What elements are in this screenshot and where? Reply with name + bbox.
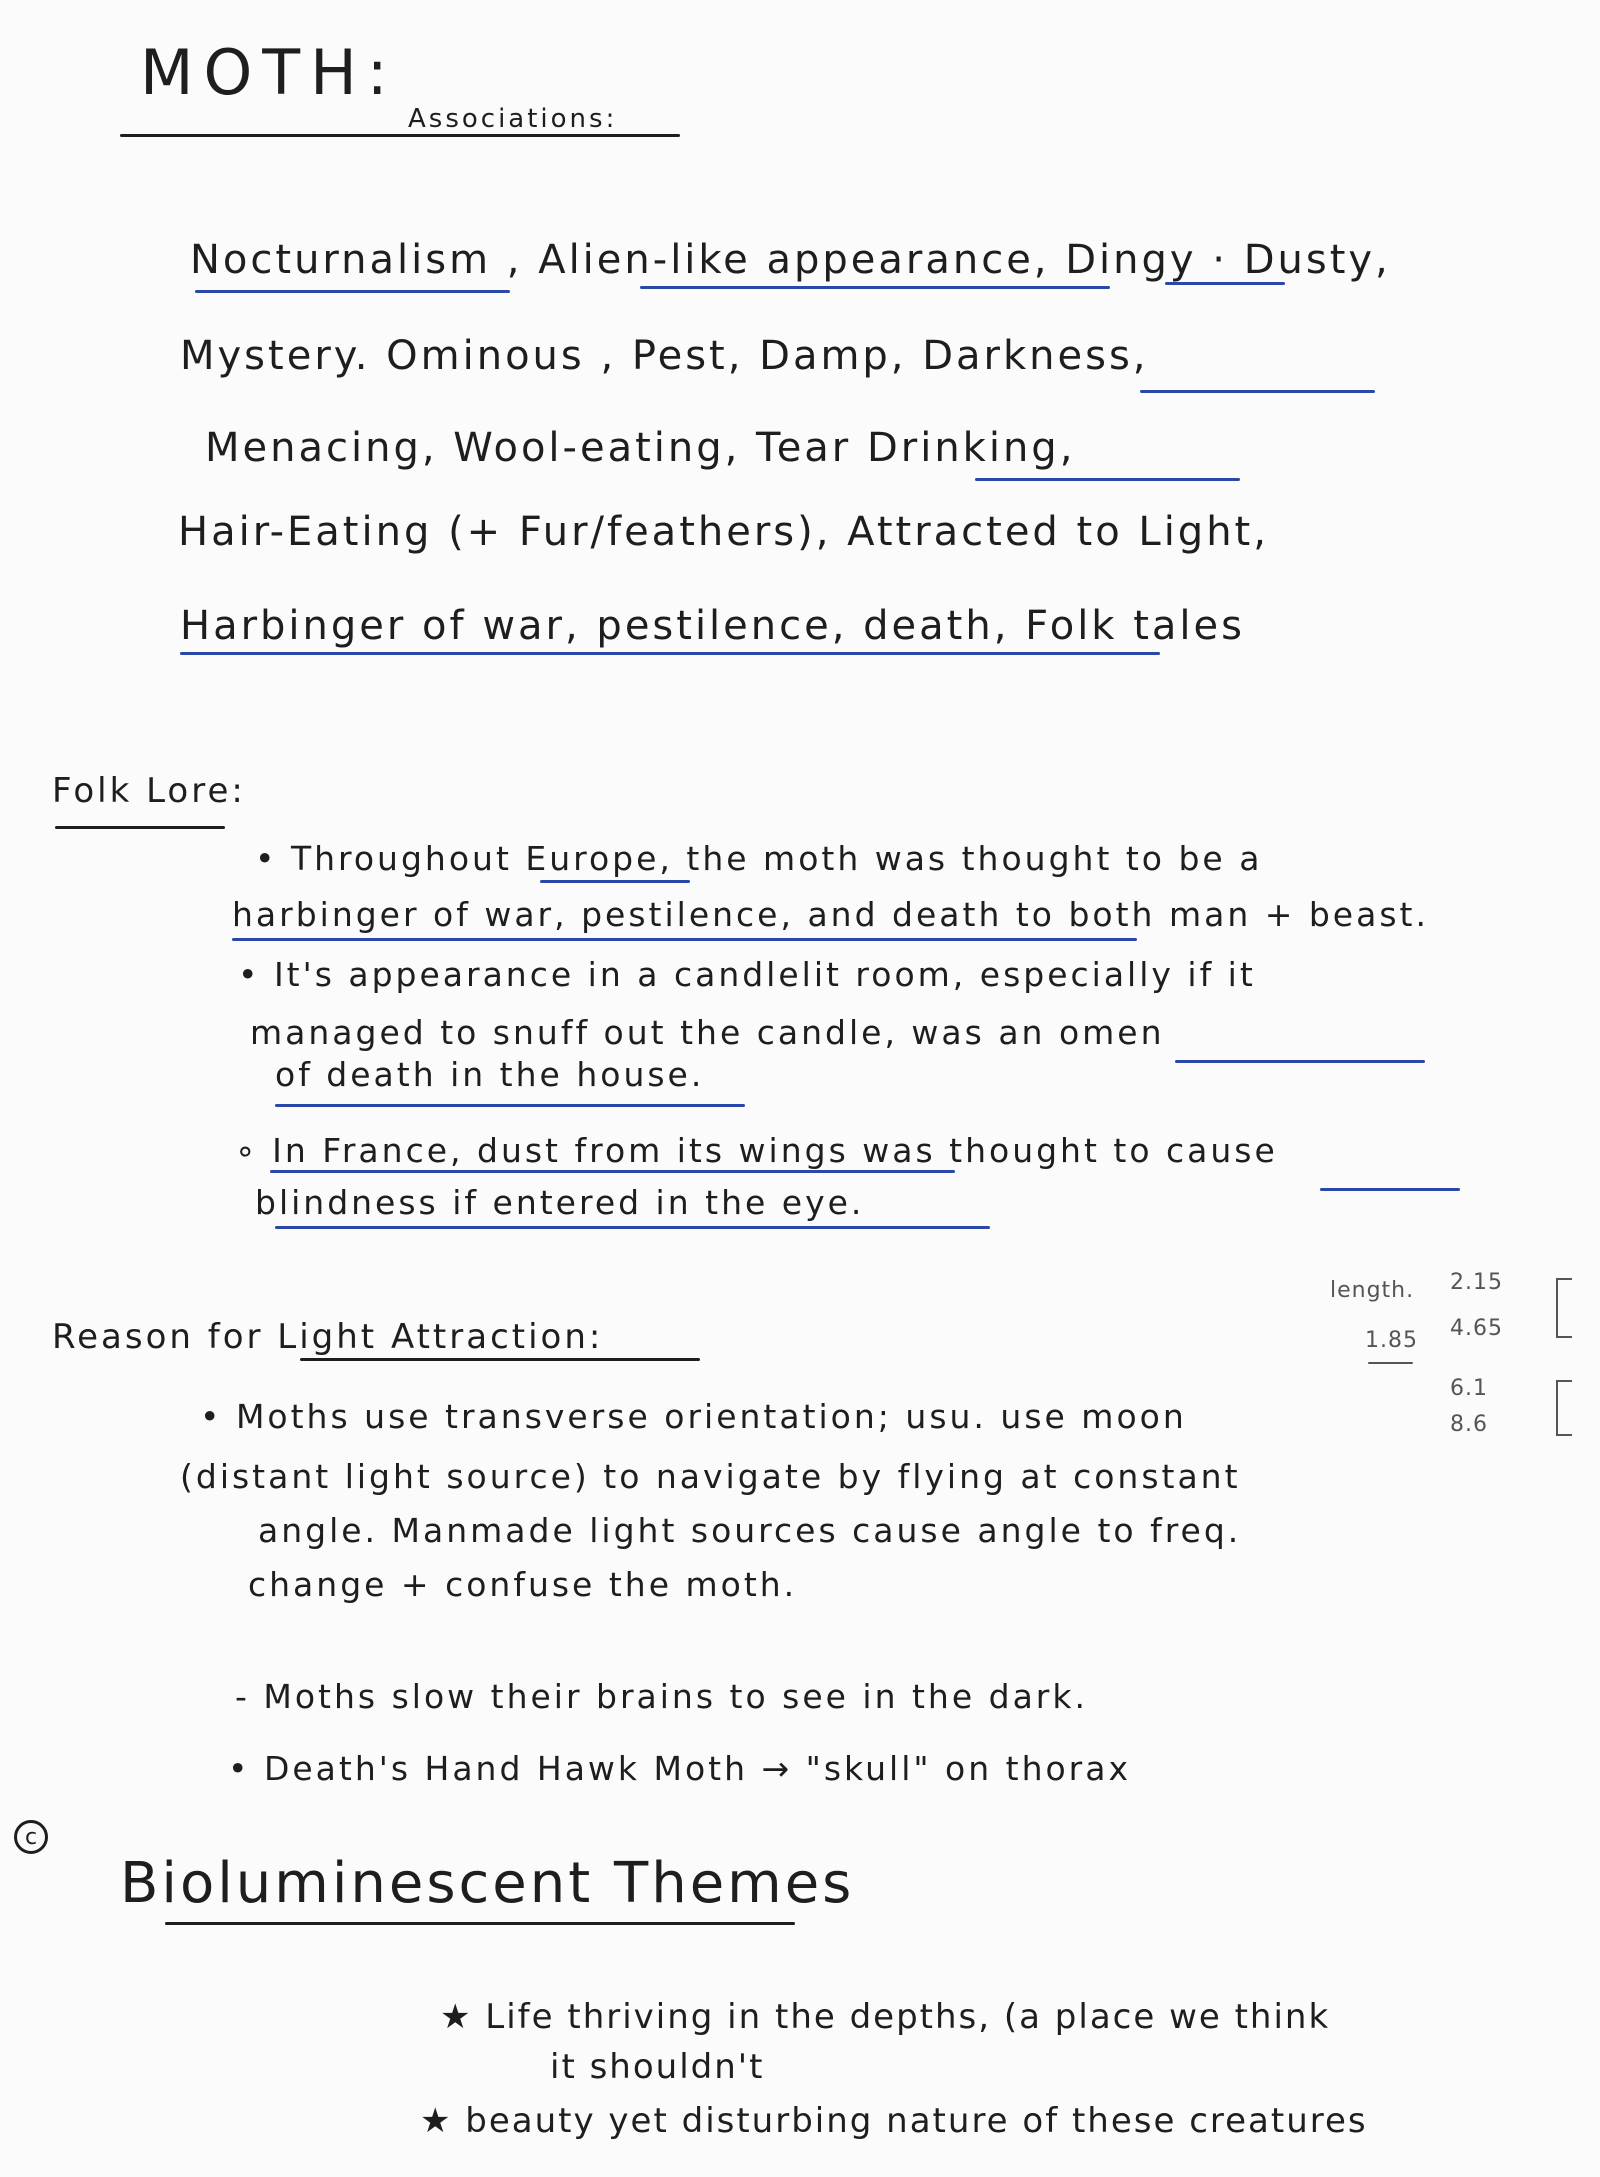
underline-darkness (1140, 390, 1375, 393)
folk-lore-underline (55, 826, 225, 829)
side-note-value-5: 8.6 (1450, 1412, 1488, 1437)
light-line-6: • Death's Hand Hawk Moth → "skull" on thorax (228, 1749, 1132, 1788)
light-line-2: (distant light source) to navigate by flying at constant (180, 1457, 1241, 1496)
underline-harbinger-folk (232, 938, 1137, 941)
folk-bullet-3-line-2: blindness if entered in the eye. (255, 1183, 865, 1222)
underline-alien-like (640, 286, 1110, 289)
theme-item-1-line-1: ★ Life thriving in the depths, (a place we think (440, 1997, 1331, 2037)
folk-bullet-1-line-2: harbinger of war, pestilence, and death to both man + beast. (232, 895, 1429, 934)
side-note-underline (1368, 1362, 1413, 1364)
association-line-4: Hair-Eating (+ Fur/feathers), Attracted to Light, (178, 509, 1269, 555)
side-note-length: length. (1330, 1278, 1415, 1303)
side-bracket-2 (1556, 1380, 1572, 1436)
underline-europe (540, 880, 690, 883)
folk-lore-heading: Folk Lore: (52, 771, 246, 811)
association-line-3: Menacing, Wool-eating, Tear Drinking, (205, 425, 1076, 471)
underline-harbinger (180, 652, 1160, 655)
side-note-value-2: 1.85 (1365, 1328, 1418, 1353)
light-line-4: change + confuse the moth. (248, 1565, 798, 1604)
themes-heading: Bioluminescent Themes (120, 1851, 855, 1916)
association-line-1: Nocturnalism , Alien-like appearance, Dingy · Dusty, (190, 237, 1391, 283)
association-line-2: Mystery. Ominous , Pest, Damp, Darkness, (180, 333, 1149, 379)
underline-omen (1175, 1060, 1425, 1063)
underline-nocturnalism (195, 290, 510, 293)
copyright-circle-mark (14, 1820, 48, 1854)
folk-bullet-2-line-3: of death in the house. (275, 1055, 705, 1094)
folk-bullet-1-line-1: • Throughout Europe, the moth was thought to be a (255, 839, 1263, 878)
light-line-5: - Moths slow their brains to see in the dark. (235, 1677, 1088, 1716)
side-bracket-1 (1556, 1278, 1572, 1338)
underline-dingy (1165, 282, 1285, 285)
folk-bullet-3-line-1: ∘ In France, dust from its wings was thought to cause (235, 1131, 1278, 1170)
underline-cause (1320, 1188, 1460, 1191)
light-heading-underline (300, 1358, 700, 1361)
light-line-1: • Moths use transverse orientation; usu. use moon (200, 1397, 1187, 1436)
circle-mark-letter: c (24, 1824, 38, 1850)
association-line-5: Harbinger of war, pestilence, death, Folk tales (180, 603, 1245, 649)
light-line-3: angle. Manmade light sources cause angle to freq. (258, 1511, 1242, 1550)
page-title: MOTH: (140, 36, 398, 109)
side-note-value-1: 2.15 (1450, 1270, 1503, 1295)
themes-heading-underline (165, 1922, 795, 1925)
theme-item-1-line-2: it shouldn't (550, 2047, 765, 2087)
associations-subtitle: Associations: (408, 104, 618, 134)
theme-item-2: ★ beauty yet disturbing nature of these creatures (420, 2101, 1368, 2141)
underline-blindness (275, 1226, 990, 1229)
light-heading: Reason for Light Attraction: (52, 1317, 604, 1357)
underline-france (270, 1170, 955, 1173)
side-note-value-4: 6.1 (1450, 1376, 1488, 1401)
title-underline (120, 134, 680, 137)
folk-bullet-2-line-1: • It's appearance in a candlelit room, especially if it (238, 955, 1256, 994)
side-note-value-3: 4.65 (1450, 1316, 1503, 1341)
underline-death-house (275, 1104, 745, 1107)
underline-tear-drinking (975, 478, 1240, 481)
folk-bullet-2-line-2: managed to snuff out the candle, was an omen (250, 1013, 1165, 1052)
